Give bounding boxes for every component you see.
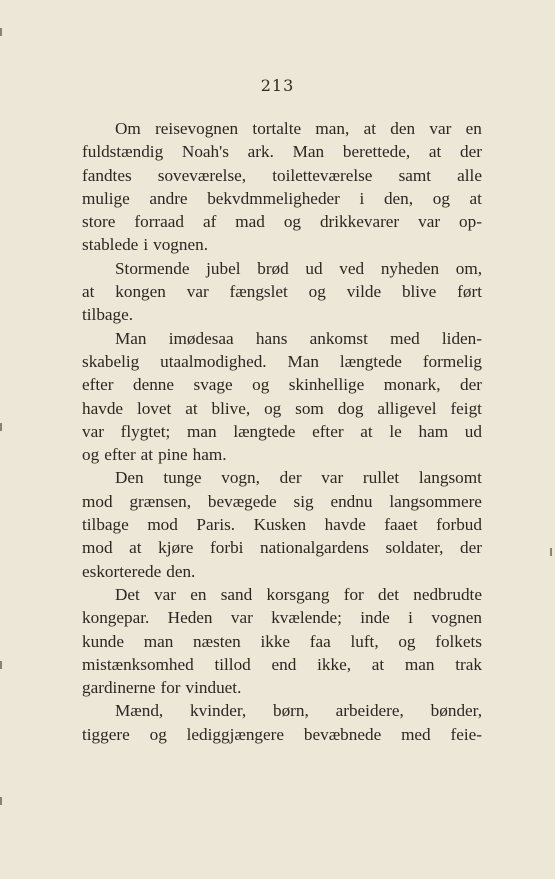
text-line: stablede i vognen. [82,235,209,255]
text-line: kongepar. Heden var kvælende; inde i vognen [82,608,482,628]
text-line: mod at kjøre forbi nationalgardens soldater, der [82,538,482,558]
text-line: tiggere og lediggjængere bevæbnede med feie- [82,724,482,744]
text-line: Man imødesaa hans ankomst med liden- [115,328,482,348]
edge-mark [0,423,2,431]
text-line: tilbage mod Paris. Kusken havde faaet forbud [82,515,482,535]
text-line: mulige andre bekvdmmeligheder i den, og at [82,188,482,208]
text-line: mod grænsen, bevægede sig endnu langsommere [82,491,482,511]
text-line: skabelig utaalmodighed. Man længtede formelig [82,351,482,371]
text-line: Om reisevognen tortalte man, at den var en [115,119,482,138]
body-text [82,117,482,746]
text-line: Den tunge vogn, der var rullet langsomt [115,468,482,488]
text-line: var flygtet; man længtede efter at le ham ud [82,421,482,441]
text-line: fuldstændig Noah's ark. Man berettede, at der [82,142,482,162]
text-line: og efter at pine ham. [82,445,227,465]
edge-mark [0,28,2,36]
text-line: at kongen var fængslet og vilde blive ført [82,282,482,302]
text-line: kunde man næsten ikke faa luft, og folkets [82,631,482,651]
text-line: gardinerne for vinduet. [82,678,242,698]
text-line: mistænksomhed tillod end ikke, at man trak [82,654,482,674]
edge-mark [550,548,552,556]
text-line: eskorterede den. [82,561,196,581]
text-line: Stormende jubel brød ud ved nyheden om, [115,258,482,278]
text-line: fandtes soveværelse, toiletteværelse samt alle [82,165,482,185]
edge-mark [0,661,2,669]
text-line: store forraad af mad og drikkevarer var op- [82,212,482,232]
edge-mark [0,797,2,805]
text-line: tilbage. [82,305,134,325]
text-line: efter denne svage og skinhellige monark, der [82,375,482,395]
text-line: Det var en sand korsgang for det nedbrudte [115,584,482,604]
text-line: Mænd, kvinder, børn, arbeidere, bønder, [115,701,482,721]
text-line: havde lovet at blive, og som dog alligevel feigt [82,398,482,418]
page-number: 213 [260,76,295,95]
